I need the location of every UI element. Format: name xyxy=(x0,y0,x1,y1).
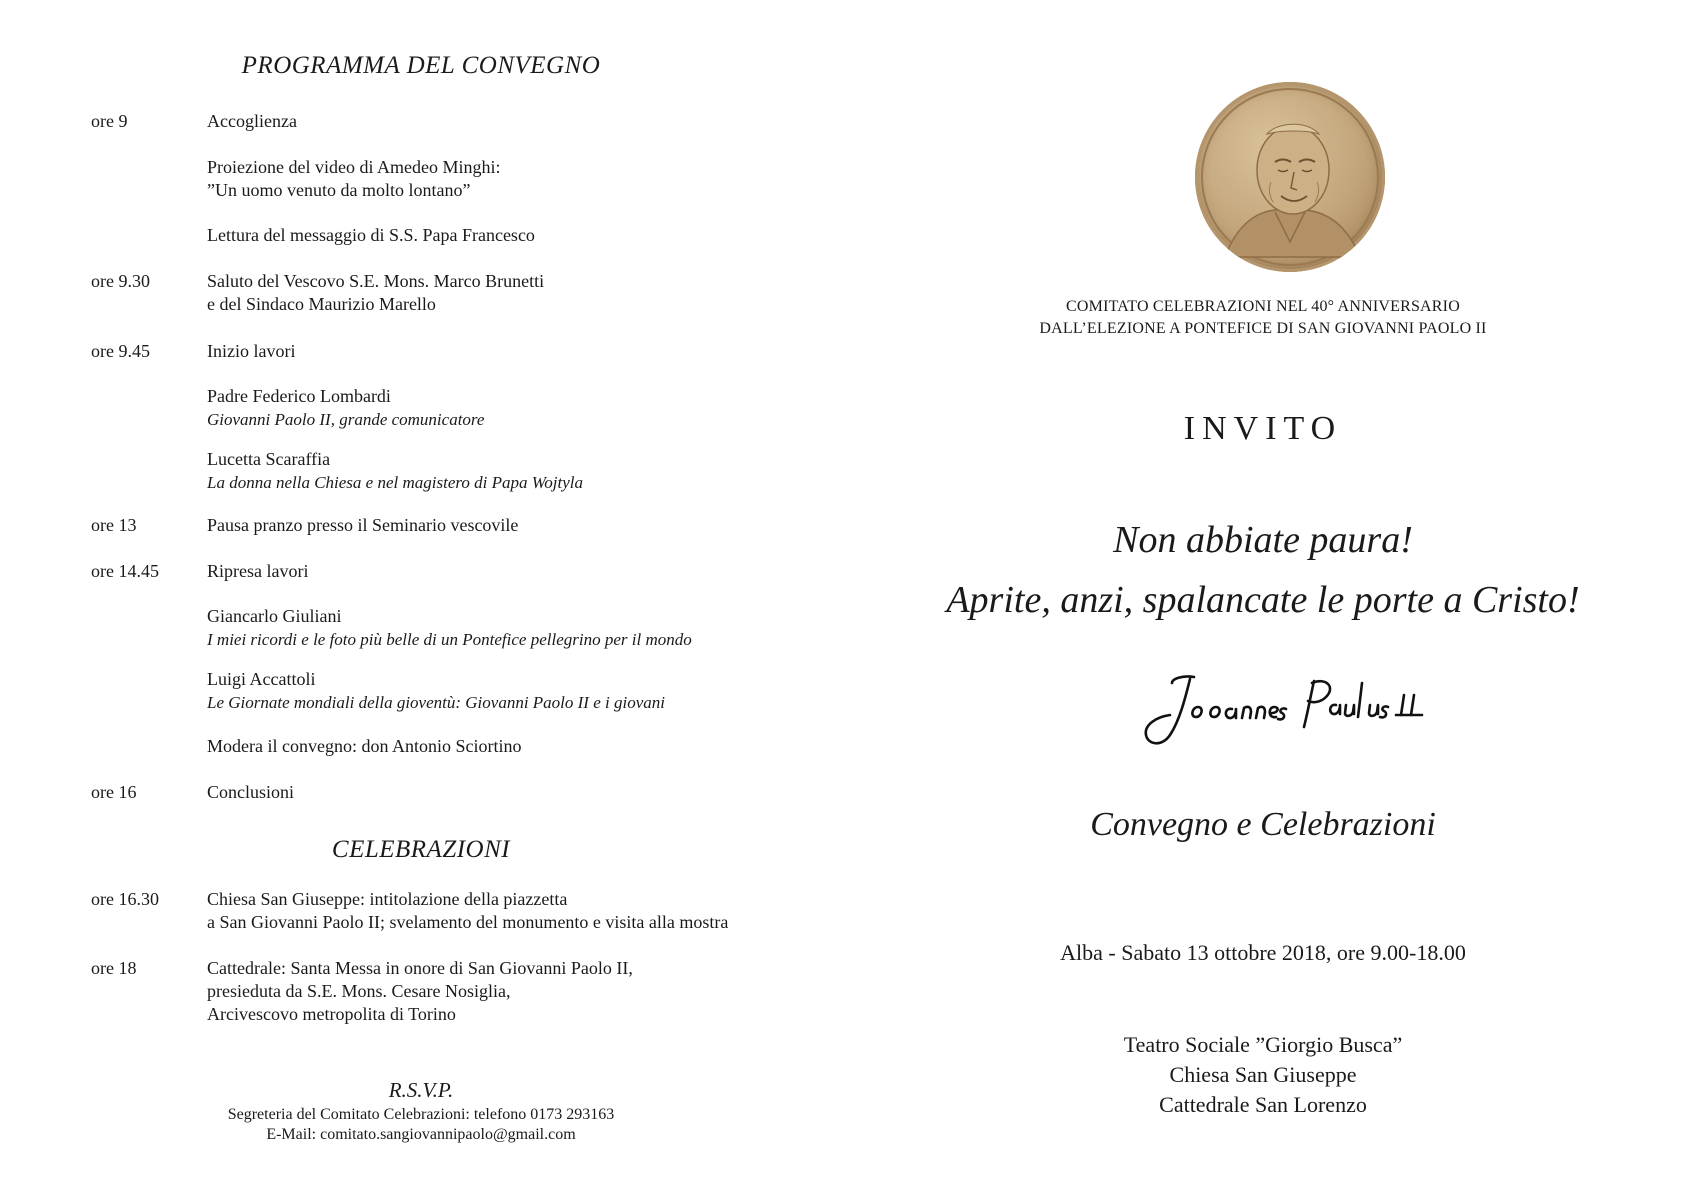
rsvp-phone: Segreteria del Comitato Celebrazioni: telefono 0173 293163 xyxy=(227,1106,615,1123)
rsvp-email: E-Mail: comitato.sangiovannipaolo@gmail.com xyxy=(266,1126,576,1143)
schedule-time: ore 14.45 xyxy=(91,561,159,581)
schedule-text: Accoglienza xyxy=(207,111,297,131)
schedule-text: Pausa pranzo presso il Seminario vescovile xyxy=(207,515,519,535)
pope-portrait-medal-icon xyxy=(1195,82,1385,272)
talk-title: I miei ricordi e le foto più belle di un Pontefice pellegrino per il mondo xyxy=(207,630,692,649)
schedule-description xyxy=(207,957,847,1026)
schedule-text: Conclusioni xyxy=(207,782,295,802)
invito-title: INVITO xyxy=(1183,410,1343,447)
committee-text xyxy=(842,296,1684,340)
schedule-text: Arcivescovo metropolita di Torino xyxy=(207,1004,456,1024)
schedule-text: Padre Federico Lombardi xyxy=(207,386,391,406)
schedule-description xyxy=(207,888,847,934)
talk-title: Giovanni Paolo II, grande comunicatore xyxy=(207,410,485,429)
schedule-description xyxy=(207,224,847,247)
schedule-text: Saluto del Vescovo S.E. Mons. Marco Brunetti xyxy=(207,271,545,291)
schedule-text: Inizio lavori xyxy=(207,341,296,361)
schedule-text: Ripresa lavori xyxy=(207,561,309,581)
schedule-description xyxy=(207,605,847,651)
schedule-description xyxy=(207,781,847,804)
event-subtitle: Convegno e Celebrazioni xyxy=(1090,806,1436,843)
schedule-text: Chiesa San Giuseppe: intitolazione della piazzetta xyxy=(207,889,568,909)
schedule-text: Modera il convegno: don Antonio Sciortino xyxy=(207,736,522,756)
venue-item: Cattedrale San Lorenzo xyxy=(1159,1092,1367,1117)
schedule-text: Proiezione del video di Amedeo Minghi: xyxy=(207,157,501,177)
schedule-description xyxy=(207,560,847,583)
venue-list xyxy=(842,1030,1684,1120)
schedule-description xyxy=(207,385,847,431)
schedule-time: ore 9.30 xyxy=(91,271,150,291)
schedule-description xyxy=(207,514,847,537)
schedule-description xyxy=(207,156,847,202)
quote-line-2: Aprite, anzi, spalancate le porte a Cristo! xyxy=(946,579,1580,621)
schedule-description xyxy=(207,340,847,363)
schedule-time: ore 18 xyxy=(91,958,137,978)
schedule-text: Giancarlo Giuliani xyxy=(207,606,342,626)
schedule-text: presieduta da S.E. Mons. Cesare Nosiglia, xyxy=(207,981,511,1001)
schedule-time: ore 9 xyxy=(91,111,128,131)
committee-line-2: DALL’ELEZIONE A PONTEFICE DI SAN GIOVANNI PAOLO II xyxy=(1039,320,1487,337)
program-title: PROGRAMMA DEL CONVEGNO xyxy=(241,52,601,79)
schedule-text: e del Sindaco Maurizio Marello xyxy=(207,294,436,314)
cover-panel xyxy=(842,0,1684,1191)
event-date: Alba - Sabato 13 ottobre 2018, ore 9.00-18.00 xyxy=(1060,940,1466,965)
schedule-text: Cattedrale: Santa Messa in onore di San Giovanni Paolo II, xyxy=(207,958,633,978)
schedule-time: ore 16 xyxy=(91,782,137,802)
rsvp-block xyxy=(0,1078,842,1145)
talk-title: Le Giornate mondiali della gioventù: Giovanni Paolo II e i giovani xyxy=(207,693,665,712)
schedule-text: ”Un uomo venuto da molto lontano” xyxy=(207,180,471,200)
committee-line-1: COMITATO CELEBRAZIONI NEL 40° ANNIVERSARIO xyxy=(1066,298,1460,315)
venue-item: Chiesa San Giuseppe xyxy=(1169,1062,1357,1087)
quote-line-1: Non abbiate paura! xyxy=(1113,519,1413,561)
schedule-time: ore 9.45 xyxy=(91,341,150,361)
schedule-time: ore 16.30 xyxy=(91,889,159,909)
signature-icon xyxy=(1132,665,1452,755)
schedule-time: ore 13 xyxy=(91,515,137,535)
pope-quote xyxy=(842,510,1684,630)
schedule-text: Luigi Accattoli xyxy=(207,669,316,689)
schedule-description xyxy=(207,448,847,494)
celebrations-title: CELEBRAZIONI xyxy=(331,836,511,863)
rsvp-title: R.S.V.P. xyxy=(388,1078,454,1102)
venue-item: Teatro Sociale ”Giorgio Busca” xyxy=(1123,1032,1403,1057)
schedule-description xyxy=(207,270,847,316)
schedule-description xyxy=(207,110,847,133)
schedule-text: Lucetta Scaraffia xyxy=(207,449,331,469)
schedule-description xyxy=(207,668,847,714)
schedule-description xyxy=(207,735,847,758)
schedule-text: Lettura del messaggio di S.S. Papa Francesco xyxy=(207,225,535,245)
schedule-text: a San Giovanni Paolo II; svelamento del monumento e visita alla mostra xyxy=(207,912,729,932)
talk-title: La donna nella Chiesa e nel magistero di Papa Wojtyla xyxy=(207,473,584,492)
